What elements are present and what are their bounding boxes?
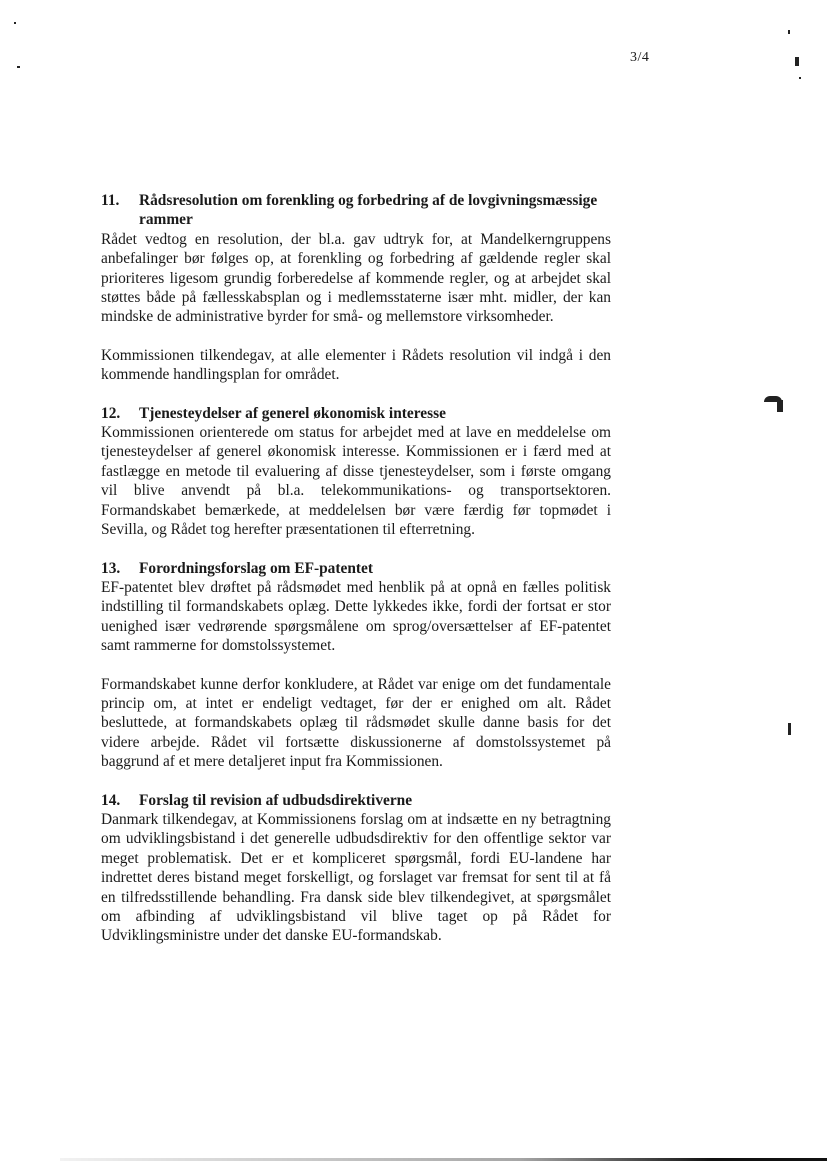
section-number: 13.	[101, 559, 121, 577]
scan-speck	[777, 400, 783, 412]
section-title: Forslag til revision af udbudsdirektiverne	[139, 791, 413, 809]
section-paragraph: Formandskabet kunne derfor konkludere, at Rådet var enige om det fundamentale princip om, at intet er endeligt vedtaget, før der er enighed om alt. Rådet besluttede, at formandskabets oplæg til rådsmødet skulle danne basis for det videre arbejde. Rådet vil fortsætte diskussionerne af domstolssystemet på baggrund af et mere detaljeret input fra Kommissionen.	[101, 675, 611, 771]
section-number: 14.	[101, 791, 121, 809]
section-title: Tjenesteydelser af generel økonomisk interesse	[139, 404, 446, 422]
section-heading	[101, 559, 611, 578]
scan-speck	[788, 30, 790, 34]
scan-speck	[795, 57, 799, 66]
scan-speck	[14, 22, 16, 24]
section-heading	[101, 791, 611, 810]
section-title: Forordningsforslag om EF-patentet	[139, 559, 373, 577]
section-13	[101, 559, 611, 772]
section-heading	[101, 191, 611, 230]
section-paragraph: Kommissionen tilkendegav, at alle elementer i Rådets resolution vil indgå i den kommende handlingsplan for området.	[101, 346, 611, 384]
section-paragraph: Danmark tilkendegav, at Kommissionens forslag om at indsætte en ny betragtning om udviklingsbistand i det generelle udbudsdirektiv for den offentlige sektor var meget problematisk. Det er et kompliceret spørgsmål, fordi EU-landene har indrettet deres bistand meget forskelligt, og forslaget var fremsat for sent til at få en tilfredsstillende behandling. Fra dansk side blev tilkendegivet, at spørgsmålet om afbinding af udviklingsbistand vil blive taget op på Rådet for Udviklingsministre under det danske EU-formandskab.	[101, 810, 611, 945]
section-heading	[101, 404, 611, 423]
section-14	[101, 791, 611, 946]
page-number: 3/4	[630, 50, 650, 65]
scan-edge-line	[60, 1158, 827, 1161]
scan-speck	[17, 66, 20, 68]
section-number: 11.	[101, 192, 120, 209]
scan-speck	[799, 77, 801, 79]
section-paragraph: EF-patentet blev drøftet på rådsmødet med henblik på at opnå en fælles politisk indstilling til formandskabets oplæg. Dette lykkedes ikke, fordi der fortsat er stor uenighed især vedrørende spørgsmålene om sprog/oversættelser af EF-patentet samt rammerne for domstolssystemet.	[101, 578, 611, 655]
section-12	[101, 404, 611, 540]
section-number: 12.	[101, 404, 121, 422]
document-body	[101, 191, 611, 946]
scan-speck	[788, 723, 791, 735]
section-paragraph: Rådet vedtog en resolution, der bl.a. gav udtryk for, at Mandelkerngruppens anbefalinger bør følges op, at forenkling og forbedring af gældende regler skal prioriteres ligesom grundig forberedelse af kommende regler, og at arbejdet skal støttes både på fællesskabsplan og i medlemsstaterne især mht. midler, der kan mindske de administrative byrder for små- og mellemstore virksomheder.	[101, 230, 611, 326]
section-title: Rådsresolution om forenkling og forbedring af de lovgivningsmæssige rammer	[139, 192, 598, 229]
section-11	[101, 191, 611, 385]
section-paragraph: Kommissionen orienterede om status for arbejdet med at lave en meddelelse om tjenesteydelser af generel økonomisk interesse. Kommissionen er i færd med at fastlægge en metode til evaluering af disse tjenesteydelser, som i første omgang vil blive anvendt på bl.a. telekommunikations- og transportsektoren. Formandskabet bemærkede, at meddelelsen bør være færdig før topmødet i Sevilla, og Rådet tog herefter præsentationen til efterretning.	[101, 424, 611, 539]
